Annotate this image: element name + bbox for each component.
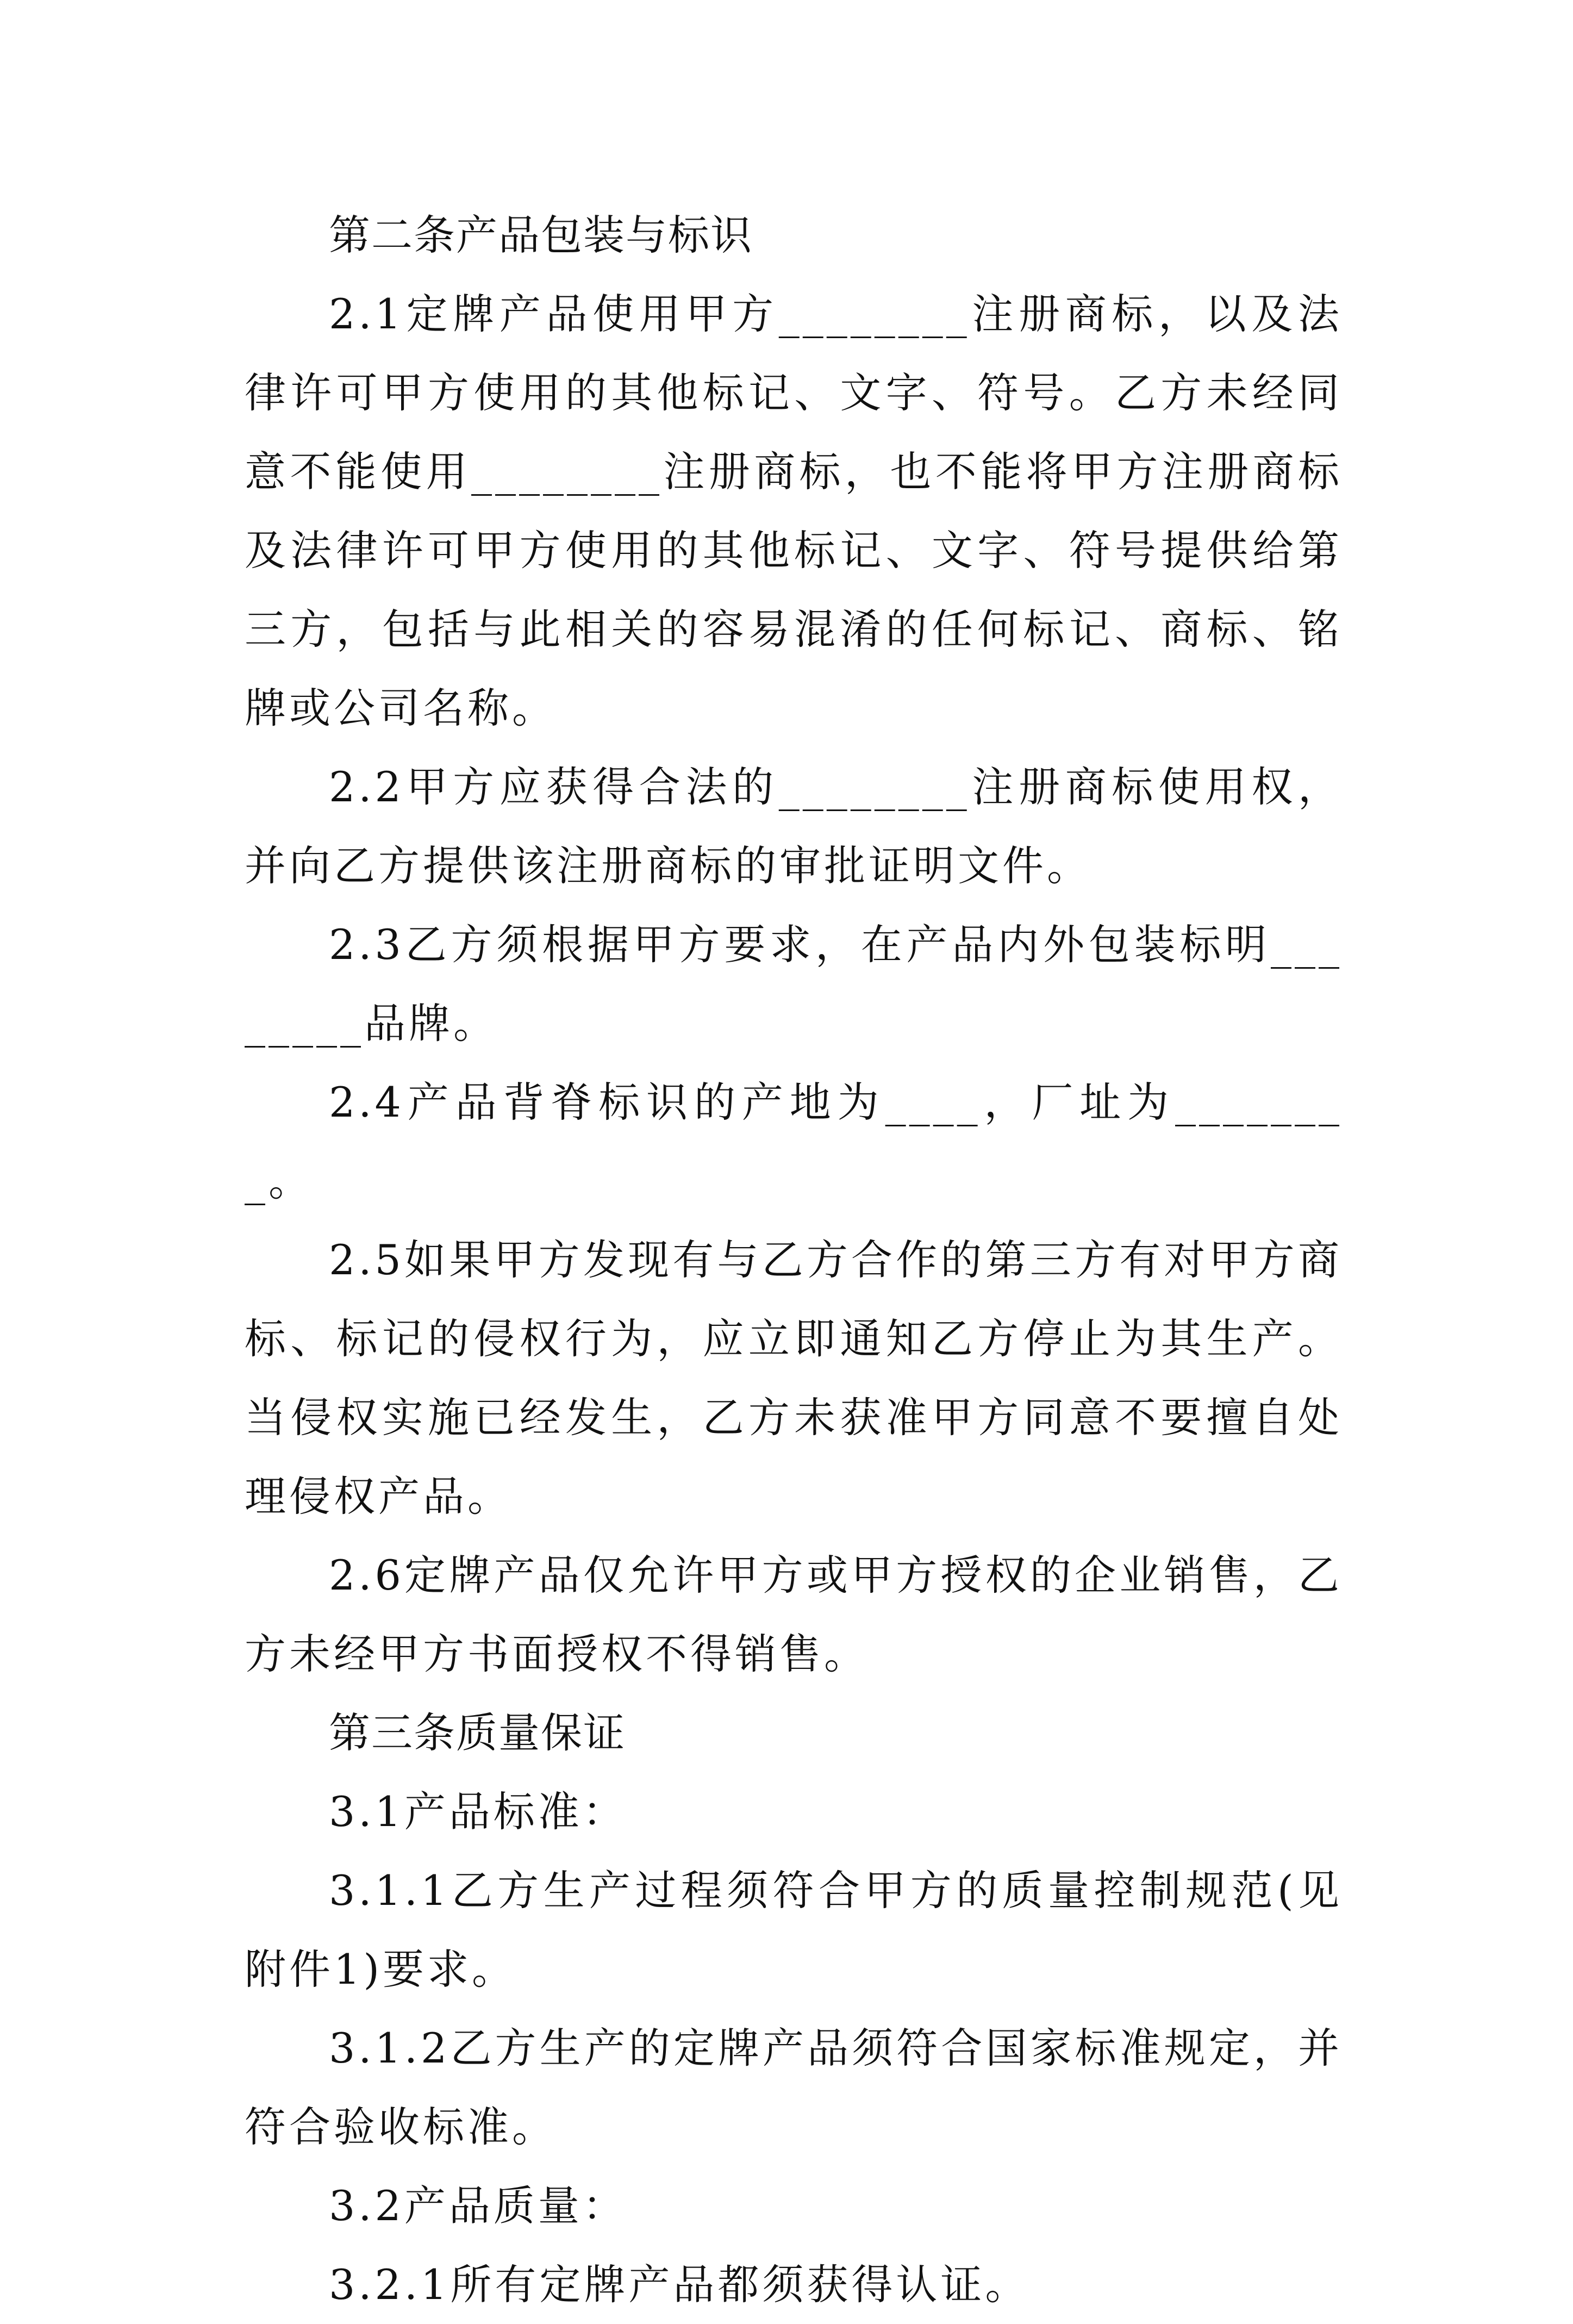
clause-3-2: 3.2产品质量： [329,2182,627,2230]
clause-3-2-1: 3.2.1所有定牌产品都须获得认证。 [329,2260,1030,2309]
clause-2-6: 2.6定牌产品仅允许甲方或甲方授权的企业销售，乙方未经甲方书面授权不得销售。 [245,1551,1343,1678]
article-2-heading: 第二条产品包装与标识 [329,211,753,259]
clause-2-1: 2.1定牌产品使用甲方________注册商标，以及法律许可甲方使用的其他标记、文字、符号。乙方未经同意不能使用________注册商标，也不能将甲方注册商标及法律许可甲方使用的其他标记、文字、符号提供给第三方，包括与此相关的容易混淆的任何标记、商标、铭牌或公司名称。 [245,290,1343,732]
clause-2-5: 2.5如果甲方发现有与乙方合作的第三方有对甲方商标、标记的侵权行为，应立即通知乙方停止为其生产。当侵权实施已经发生，乙方未获准甲方同意不要擅自处理侵权产品。 [245,1236,1343,1521]
clause-2-3: 2.3乙方须根据甲方要求，在产品内外包装标明________品牌。 [245,920,1343,1048]
clause-2-2: 2.2甲方应获得合法的________注册商标使用权，并向乙方提供该注册商标的审批证明文件。 [245,763,1343,890]
clause-2-4: 2.4产品背脊标识的产地为____，厂址为________。 [245,1078,1343,1205]
article-3-heading: 第三条质量保证 [329,1709,626,1757]
clause-3-1-1: 3.1.1乙方生产过程须符合甲方的质量控制规范(见附件1)要求。 [245,1866,1343,1993]
clause-3-1-2: 3.1.2乙方生产的定牌产品须符合国家标准规定，并符合验收标准。 [245,2024,1343,2151]
clause-3-1: 3.1产品标准： [329,1787,627,1836]
document-page [245,196,1343,2324]
